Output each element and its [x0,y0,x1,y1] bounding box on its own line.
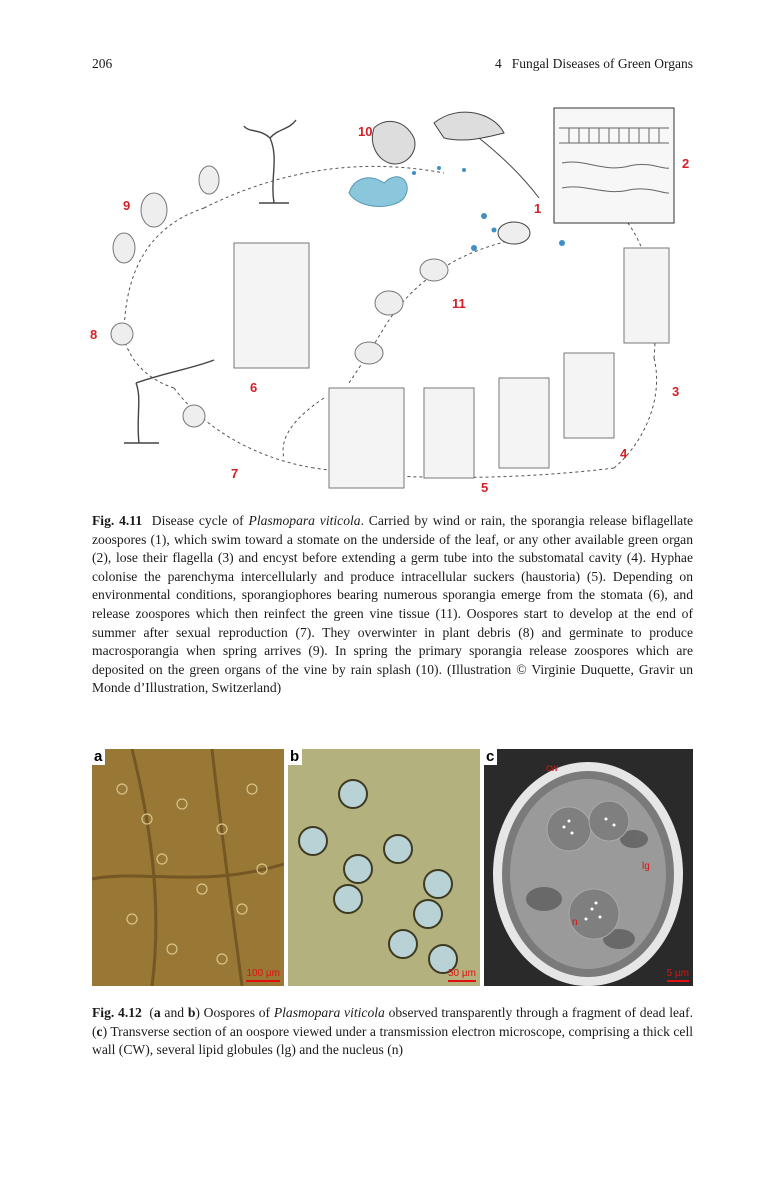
figure-4-11-label: Fig. 4.11 [92,513,143,528]
chapter-title: Fungal Diseases of Green Organs [511,56,693,71]
micrograph-panel-c [484,749,693,986]
oospore-micrographs [92,749,693,986]
micrograph-a-image [92,749,284,986]
figure-4-11-caption [92,512,693,698]
cell-wall-label: cw [546,763,559,774]
panel-ref-b: b [187,1005,196,1020]
zoospores [471,213,565,251]
species-name: Plasmopara viticola [248,513,361,528]
chapter-heading [495,56,693,72]
caption-text: ) Transverse section of an oospore viewed under a transmission electron microscope, comprising a thick cell wall (CW), several lipid globules (lg) and the nucleus (n) [92,1023,693,1058]
stage-label-11: 11 [452,296,466,311]
caption-text: ( [149,1005,154,1020]
scale-bar-a: 100 µm [246,968,280,982]
vine-winter [124,360,214,443]
panel-label-a: a [92,749,105,765]
chapter-number: 4 [495,56,502,71]
figure-4-12-label: Fig. 4.12 [92,1005,142,1020]
caption-text: ) Oospores of [195,1005,274,1020]
leaf-tissue-sections [234,243,669,488]
stage-label-4: 4 [620,446,628,461]
running-header [92,56,693,76]
lipid-globule-label: lg [642,861,650,872]
panel-label-b: b [288,749,302,765]
nucleus-label: n [572,917,578,928]
disease-cycle-drawing [84,98,706,498]
vine-spring [244,120,296,203]
caption-text: observed transparently through a fragment of dead leaf. ( [92,1005,693,1039]
stage-label-2: 2 [682,156,690,171]
stage-label-3: 3 [672,384,680,399]
stage-label-10: 10 [358,124,373,139]
caption-lead: Disease cycle of [151,513,244,528]
scale-bar-b: 50 µm [448,968,476,982]
caption-text: and [160,1005,188,1020]
rain-splash [349,156,466,207]
micrograph-b-image [288,749,480,986]
caption-body: . Carried by wind or rain, the sporangia release biflagellate zoospores (1), which swim toward a stomate on the underside of the leaf, or any other available green organ (2), lose their flagella (3) and encyst before extending a germ tube into the substomatal cavity (4). Hyphae colonise the parenchyma intercellularly and produce intracellular suckers (haustoria) (5). Depending on environmental conditions, sporangiophores bearing numerous sporangia emerge from the stomata (6), and release zoospores which then reinfect the green vine tissue (11). Oospores start to develop at the end of summer after sexual reproduction (7). They overwinter in plant debris (8) and germinate to produce macrosporangia when spring arrives (9). In spring the primary sporangia release zoospores which are deposited on the green organs of the vine by rain splash (10). (Illustration © Virginie Duquette, Gravir un Monde d’Illustration, Switzerland) [92,513,694,696]
panel-ref-a: a [153,1005,161,1020]
stage-label-1: 1 [534,201,542,216]
stage-label-6: 6 [250,380,258,395]
panel-ref-c: c [96,1023,103,1039]
micrograph-panel-b [288,749,480,986]
stage-label-8: 8 [90,327,98,342]
stage-label-9: 9 [123,198,131,213]
stage-label-7: 7 [231,466,239,481]
scale-bar-c: 5 µm [667,968,689,982]
leaf-cross-section-inset [554,108,674,223]
disease-cycle-illustration [84,98,706,498]
page-number: 206 [92,56,113,71]
figure-4-12-caption [92,1004,693,1060]
species-name: Plasmopara viticola [273,1005,385,1020]
stage-label-5: 5 [481,480,489,495]
micrograph-c-image [484,749,693,986]
micrograph-panel-a [92,749,284,986]
panel-label-c: c [484,749,497,765]
